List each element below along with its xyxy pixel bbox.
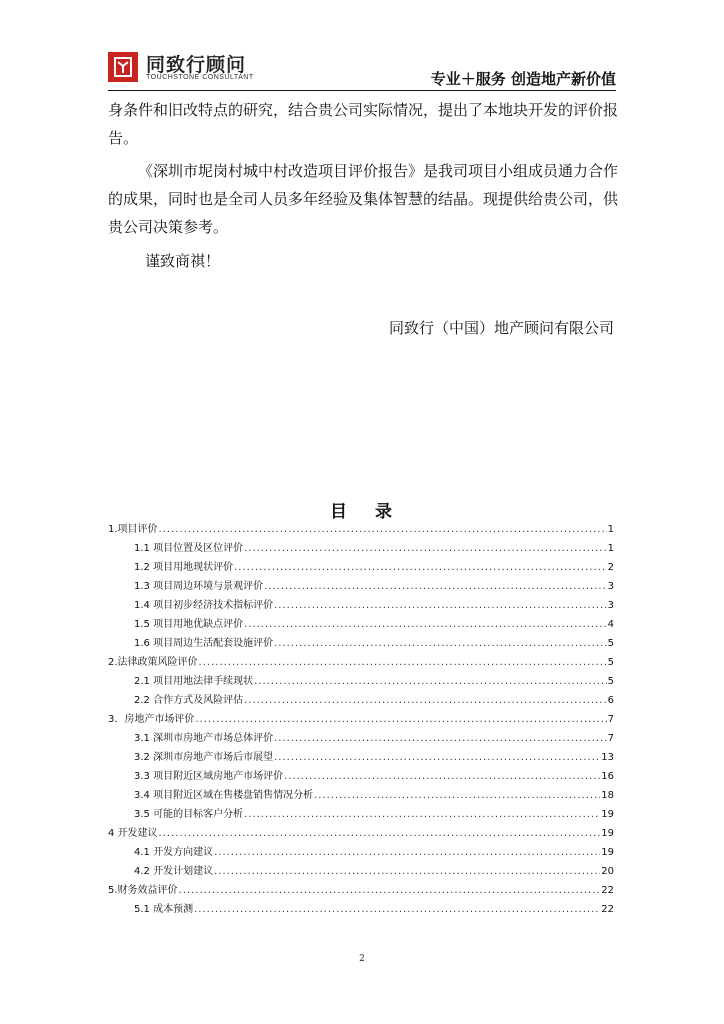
toc-page-number: 19 — [601, 828, 614, 839]
toc-entry-label: 1.3 项目周边环境与景观评价 — [134, 581, 264, 592]
red-square-logo-icon — [108, 52, 138, 82]
toc-entry-label: 4.1 开发方向建议 — [134, 847, 214, 858]
toc-entry-2[interactable] — [108, 653, 614, 672]
toc-page-number: 16 — [601, 771, 614, 782]
toc-entry-4-2[interactable] — [108, 862, 614, 881]
toc-entry-label: 3.3 项目附近区域房地产市场评价 — [134, 771, 284, 782]
toc-page-number: 5 — [607, 676, 614, 687]
toc-leader-dots — [244, 543, 607, 554]
toc-leader-dots — [199, 657, 607, 668]
toc-page-number: 1 — [607, 543, 614, 554]
toc-entry-label: 2.法律政策风险评价 — [108, 657, 198, 668]
toc-entry-label: 5.1 成本预测 — [134, 904, 194, 915]
toc-leader-dots — [244, 809, 600, 820]
logo-english-name: TOUCHSTONE CONSULTANT — [146, 74, 254, 81]
toc-entry-label: 1.项目评价 — [108, 524, 158, 535]
toc-entry-label: 3.2 深圳市房地产市场后市展望 — [134, 752, 274, 763]
toc-entry-label: 1.5 项目用地优缺点评价 — [134, 619, 244, 630]
toc-leader-dots — [195, 714, 606, 725]
toc-leader-dots — [159, 524, 607, 535]
toc-leader-dots — [314, 790, 600, 801]
toc-page-number: 13 — [601, 752, 614, 763]
toc-title-part: 目 — [330, 502, 349, 522]
toc-leader-dots — [274, 600, 607, 611]
toc-leader-dots — [284, 771, 600, 782]
toc-entry-1-5[interactable] — [108, 615, 614, 634]
toc-leader-dots — [194, 904, 600, 915]
toc-page-number: 3 — [607, 581, 614, 592]
header-divider — [108, 90, 616, 91]
toc-page-number: 22 — [601, 885, 614, 896]
toc-entry-label: 3．房地产市场评价 — [108, 714, 195, 725]
toc-entry-1-2[interactable] — [108, 558, 614, 577]
toc-entry-label: 2.2 合作方式及风险评估 — [134, 695, 244, 706]
toc-entry-3[interactable] — [108, 710, 614, 729]
toc-entry-label: 1.4 项目初步经济技术指标评价 — [134, 600, 274, 611]
toc-leader-dots — [214, 866, 600, 877]
toc-entry-3-3[interactable] — [108, 767, 614, 786]
toc-leader-dots — [179, 885, 601, 896]
body-paragraph: 《深圳市坭岗村城中村改造项目评价报告》是我司项目小组成员通力合作的成果，同时也是全司人员多年经验及集体智慧的结晶。现提供给贵公司，供贵公司决策参考。 — [108, 162, 619, 236]
letter-body — [108, 96, 618, 275]
toc-title-part: 录 — [375, 502, 394, 522]
toc-entry-3-5[interactable] — [108, 805, 614, 824]
toc-entry-3-4[interactable] — [108, 786, 614, 805]
toc-entry-4[interactable] — [108, 824, 614, 843]
toc-leader-dots — [264, 581, 607, 592]
toc-page-number: 5 — [607, 657, 614, 668]
toc-leader-dots — [274, 733, 607, 744]
toc-leader-dots — [214, 847, 600, 858]
closing-greeting: 谨致商祺！ — [145, 252, 221, 270]
toc-entry-1[interactable] — [108, 520, 614, 539]
toc-page-number: 6 — [607, 695, 614, 706]
toc-page-number: 7 — [607, 733, 614, 744]
toc-entry-label: 2.1 项目用地法律手续现状 — [134, 676, 254, 687]
signature: 同致行（中国）地产顾问有限公司 — [388, 319, 614, 337]
toc-entry-label: 3.4 项目附近区域在售楼盘销售情况分析 — [134, 790, 314, 801]
toc-entry-3-2[interactable] — [108, 748, 614, 767]
header-slogan: 专业＋服务 创造地产新价值 — [430, 70, 616, 88]
toc-leader-dots — [244, 619, 607, 630]
toc-leader-dots — [159, 828, 601, 839]
toc-entry-label: 1.6 项目周边生活配套设施评价 — [134, 638, 274, 649]
toc-page-number: 20 — [601, 866, 614, 877]
logo-chinese-name: 同致行顾问 — [146, 54, 247, 76]
toc-leader-dots — [274, 752, 600, 763]
toc-entry-1-6[interactable] — [108, 634, 614, 653]
toc-entry-1-4[interactable] — [108, 596, 614, 615]
toc-entry-3-1[interactable] — [108, 729, 614, 748]
toc-page-number: 19 — [601, 809, 614, 820]
toc-leader-dots — [244, 695, 607, 706]
body-paragraph: 身条件和旧改特点的研究，结合贵公司实际情况，提出了本地块开发的评价报告。 — [108, 101, 619, 147]
toc-page-number: 1 — [607, 524, 614, 535]
toc-leader-dots — [274, 638, 607, 649]
toc-page-number: 3 — [607, 600, 614, 611]
toc-entry-label: 4.2 开发计划建议 — [134, 866, 214, 877]
toc-page-number: 19 — [601, 847, 614, 858]
toc-entry-label: 5.财务效益评价 — [108, 885, 178, 896]
page-number: 2 — [359, 954, 365, 964]
toc-page-number: 4 — [607, 619, 614, 630]
toc-entry-5-1[interactable] — [108, 900, 614, 919]
toc-entry-4-1[interactable] — [108, 843, 614, 862]
toc-entry-label: 3.5 可能的目标客户分析 — [134, 809, 244, 820]
toc-entry-2-1[interactable] — [108, 672, 614, 691]
toc-leader-dots — [234, 562, 607, 573]
toc-page-number: 18 — [601, 790, 614, 801]
toc-entry-label: 4 开发建议 — [108, 828, 158, 839]
toc-page-number: 5 — [607, 638, 614, 649]
toc-page-number: 7 — [607, 714, 614, 725]
toc-page-number: 2 — [607, 562, 614, 573]
toc-entry-1-3[interactable] — [108, 577, 614, 596]
toc-entry-label: 1.2 项目用地现状评价 — [134, 562, 234, 573]
toc-page-number: 22 — [601, 904, 614, 915]
toc-title — [0, 497, 724, 522]
toc-entry-5[interactable] — [108, 881, 614, 900]
toc-leader-dots — [254, 676, 607, 687]
toc-entry-1-1[interactable] — [108, 539, 614, 558]
toc-entry-2-2[interactable] — [108, 691, 614, 710]
toc-entry-label: 3.1 深圳市房地产市场总体评价 — [134, 733, 274, 744]
page-header — [108, 48, 616, 90]
toc-entry-label: 1.1 项目位置及区位评价 — [134, 543, 244, 554]
table-of-contents — [108, 520, 614, 919]
